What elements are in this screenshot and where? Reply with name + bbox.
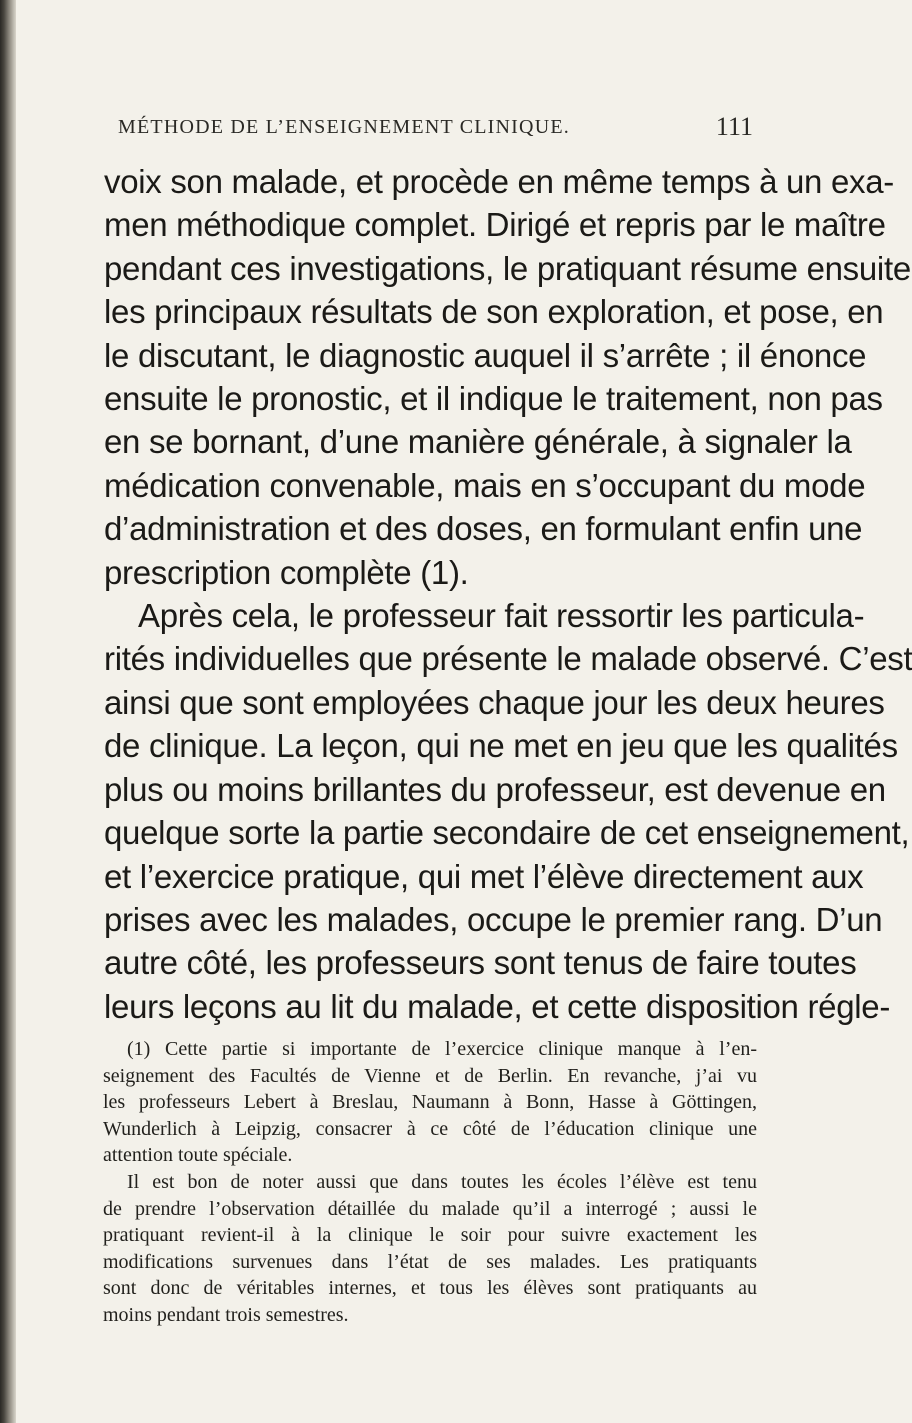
- body-line: prescription complète (1).: [104, 553, 469, 591]
- running-header: [118, 112, 753, 146]
- body-line: quelque sorte la partie secondaire de cet enseignement,: [104, 814, 910, 852]
- body-line: de clinique. La leçon, qui ne met en jeu que les qualités: [104, 727, 898, 765]
- body-line: autre côté, les professeurs sont tenus de faire toutes: [104, 944, 857, 982]
- body-line: men méthodique complet. Dirigé et repris par le maître: [104, 206, 886, 244]
- body-line: ainsi que sont employées chaque jour les deux heures: [104, 683, 885, 721]
- footnote-line: modifications survenues dans l’état de ses malades. Les pratiquants: [103, 1250, 757, 1273]
- footnotes: [103, 1036, 757, 1329]
- body-line: rités individuelles que présente le malade observé. C’est: [104, 640, 912, 678]
- running-title: MÉTHODE DE L’ENSEIGNEMENT CLINIQUE.: [118, 116, 570, 138]
- body-line: le discutant, le diagnostic auquel il s’arrête ; il énonce: [104, 336, 867, 374]
- footnote-line: pratiquant revient-il à la clinique le soir pour suivre exactement les: [103, 1224, 757, 1247]
- main-text: [104, 160, 912, 1028]
- body-line: d’administration et des doses, en formulant enfin une: [104, 510, 863, 548]
- footnote-line: seignement des Facultés de Vienne et de Berlin. En revanche, j’ai vu: [103, 1064, 757, 1087]
- footnote-line: de prendre l’observation détaillée du malade qu’il a interrogé ; aussi le: [103, 1197, 757, 1220]
- footnote-line: Il est bon de noter aussi que dans toutes les écoles l’élève est tenu: [127, 1170, 757, 1193]
- body-line: leurs leçons au lit du malade, et cette disposition régle-: [104, 987, 891, 1025]
- body-line: voix son malade, et procède en même temps à un exa-: [104, 163, 894, 200]
- body-line: pendant ces investigations, le pratiquant résume ensuite: [104, 249, 911, 287]
- footnote-line: les professeurs Lebert à Breslau, Naumann à Bonn, Hasse à Göttingen,: [103, 1091, 757, 1114]
- body-line: prises avec les malades, occupe le premier rang. D’un: [104, 900, 883, 938]
- body-line: en se bornant, d’une manière générale, à signaler la: [104, 423, 852, 461]
- footnote-line: moins pendant trois semestres.: [103, 1303, 349, 1326]
- footnote-line: (1) Cette partie si importante de l’exercice clinique manque à l’en-: [127, 1038, 757, 1060]
- page-number: 111: [715, 112, 753, 141]
- footnote-line: sont donc de véritables internes, et tous les élèves sont pratiquants au: [103, 1277, 757, 1300]
- body-line: médication convenable, mais en s’occupant du mode: [104, 466, 866, 504]
- paragraph-start-line: Après cela, le professeur fait ressortir les particula-: [138, 597, 865, 635]
- body-line: et l’exercice pratique, qui met l’élève directement aux: [104, 857, 864, 895]
- body-line: les principaux résultats de son exploration, et pose, en: [104, 293, 884, 331]
- body-line: ensuite le pronostic, et il indique le traitement, non pas: [104, 380, 883, 418]
- footnote-line: attention toute spéciale.: [103, 1144, 293, 1167]
- footnote-line: Wunderlich à Leipzig, consacrer à ce côté de l’éducation clinique une: [103, 1117, 757, 1140]
- body-line: plus ou moins brillantes du professeur, est devenue en: [104, 770, 886, 808]
